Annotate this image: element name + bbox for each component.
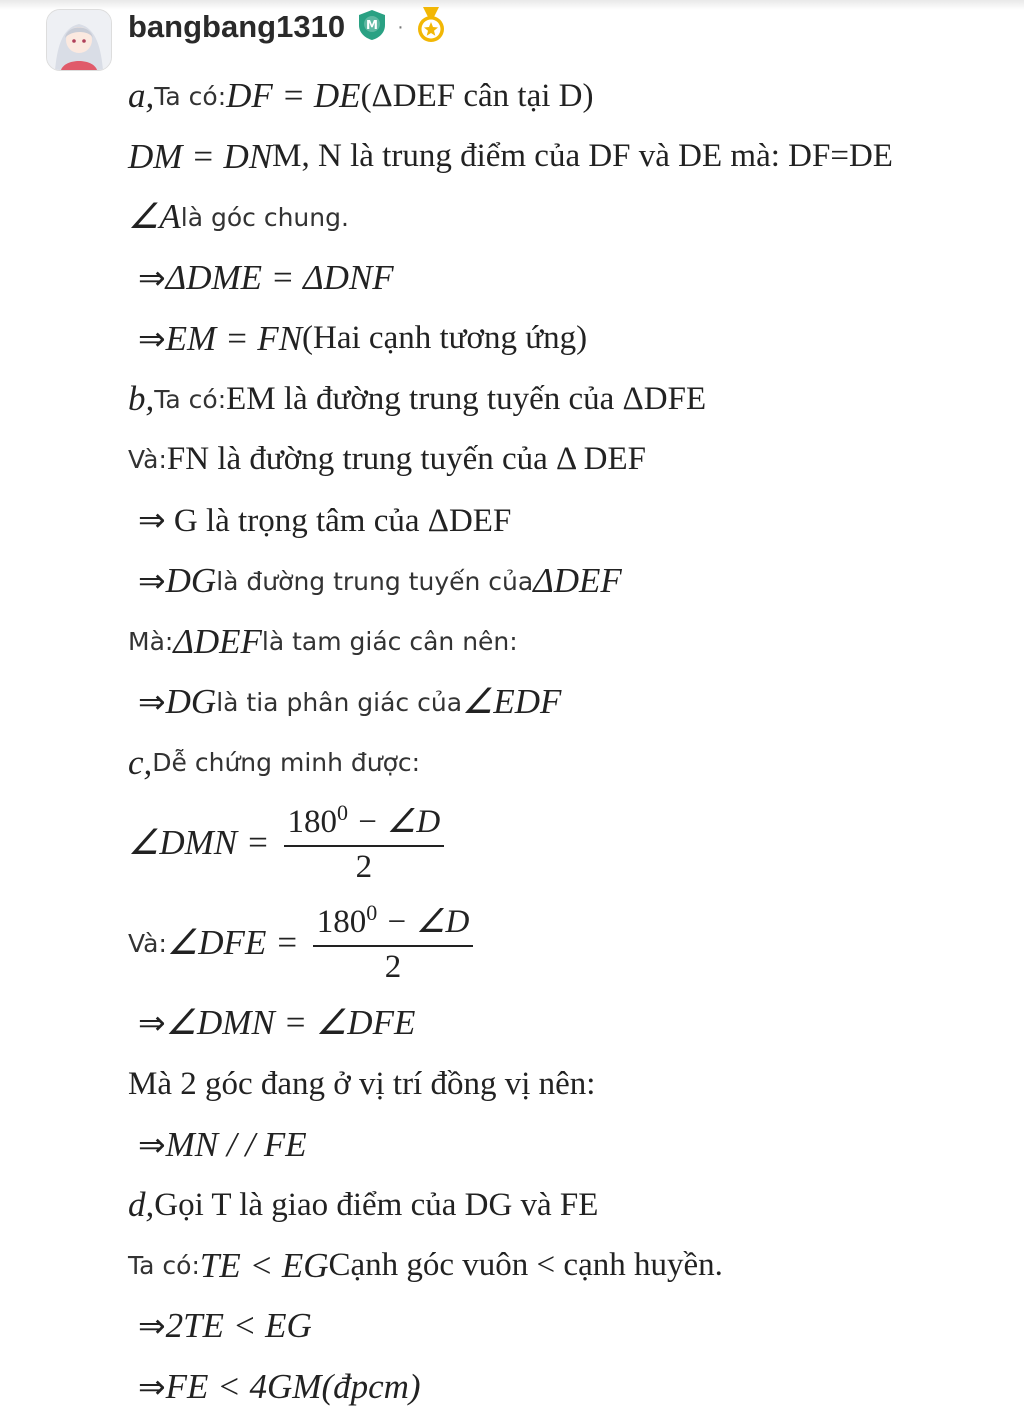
text-segment: Ta có: <box>154 384 227 414</box>
math-expression: DG <box>165 561 217 601</box>
answer-line <box>128 1357 1024 1417</box>
math-expression: DF = DE <box>226 76 361 116</box>
math-expression: c, <box>128 742 153 782</box>
math-expression: ∠DMN = ∠DFE <box>165 1003 416 1043</box>
math-expression: EM = FN <box>165 318 303 358</box>
math-expression: 2TE < EG <box>165 1306 312 1346</box>
math-expression: b, <box>128 379 155 419</box>
math-expression: DM = DN <box>128 136 273 176</box>
text-segment: ⇒ <box>138 261 166 298</box>
math-expression: ∠DMN = <box>128 823 270 863</box>
text-segment: ⇒ <box>138 685 166 722</box>
answer-content <box>128 66 1024 1417</box>
answer-line <box>128 733 1024 794</box>
text-segment: là góc chung. <box>180 202 349 232</box>
answer-line <box>128 66 1024 127</box>
fraction-denominator: 2 <box>355 849 373 886</box>
text-segment: Gọi T là giao điểm của DG và FE <box>154 1186 599 1223</box>
answer-line <box>128 308 1024 369</box>
answer-line <box>128 490 1024 551</box>
medal-icon <box>414 5 448 50</box>
text-segment: Và: <box>128 445 167 475</box>
text-segment: là tam giác cân nên: <box>261 627 518 657</box>
text-segment: M, N là trung điểm của DF và DE mà: DF=DE <box>272 138 893 175</box>
text-segment: Mà 2 góc đang ở vị trí đồng vị nên: <box>128 1065 596 1102</box>
text-segment: (Hai cạnh tương ứng) <box>302 320 588 357</box>
text-segment: ⇒ <box>138 1006 166 1043</box>
fraction <box>313 900 474 986</box>
text-segment: Cạnh góc vuôn < cạnh huyền. <box>328 1247 723 1284</box>
math-expression: MN / / FE <box>165 1124 307 1164</box>
moderator-shield-icon <box>357 9 387 46</box>
fraction-numerator: $180^0$ − ∠D <box>284 800 445 847</box>
math-expression: ΔDME = ΔDNF <box>165 258 394 298</box>
text-segment: ⇒ <box>138 1369 166 1406</box>
text-segment: ⇒ G là trọng tâm của ΔDEF <box>138 503 512 540</box>
math-expression: ΔDEF <box>173 621 262 661</box>
math-expression: TE < EG <box>199 1245 329 1285</box>
fraction-denominator: 2 <box>384 949 402 986</box>
text-segment: là tia phân giác của <box>216 687 463 717</box>
text-segment: EM là đường trung tuyến của ΔDFE <box>226 380 707 417</box>
username[interactable]: bangbang1310 <box>128 9 346 44</box>
text-segment: Và: <box>128 928 167 958</box>
answer-line <box>128 1054 1024 1115</box>
text-segment: (ΔDEF cân tại D) <box>360 77 594 114</box>
comment-header <box>128 6 448 48</box>
math-expression: a, <box>128 76 155 116</box>
text-segment: ⇒ <box>138 321 166 358</box>
math-expression: ∠EDF <box>462 682 562 722</box>
answer-line <box>128 993 1024 1054</box>
answer-line <box>128 1175 1024 1236</box>
answer-line <box>128 127 1024 188</box>
fraction <box>284 800 445 886</box>
separator-dot: · <box>397 15 404 38</box>
answer-line <box>128 430 1024 491</box>
math-expression: ∠A <box>128 197 181 237</box>
answer-line <box>128 672 1024 733</box>
svg-text:M: M <box>366 17 379 32</box>
math-expression: ΔDEF <box>533 561 622 601</box>
fraction-numerator: $180^0$ − ∠D <box>313 900 474 947</box>
text-segment: Ta có: <box>128 1251 200 1281</box>
text-segment: Dễ chứng minh được: <box>152 748 421 778</box>
answer-line <box>128 551 1024 612</box>
answer-line <box>128 1236 1024 1297</box>
text-segment: Ta có: <box>154 81 227 111</box>
answer-line <box>128 369 1024 430</box>
text-segment: Mà: <box>128 627 174 657</box>
answer-line <box>128 187 1024 248</box>
text-segment: ⇒ <box>138 1127 166 1164</box>
avatar[interactable] <box>46 9 112 71</box>
text-segment: FN là đường trung tuyến của Δ DEF <box>166 441 647 478</box>
answer-line <box>128 793 1024 893</box>
math-expression: ∠DFE = <box>166 923 299 963</box>
text-segment: ⇒ <box>138 564 166 601</box>
answer-line <box>128 611 1024 672</box>
text-segment: là đường trung tuyến của <box>216 566 534 596</box>
answer-line <box>128 893 1024 993</box>
math-expression: FE < 4GM(đpcm) <box>165 1366 421 1406</box>
answer-line <box>128 248 1024 309</box>
math-expression: d, <box>128 1185 155 1225</box>
math-expression: DG <box>165 682 217 722</box>
answer-line <box>128 1114 1024 1175</box>
answer-line <box>128 1296 1024 1357</box>
text-segment: ⇒ <box>138 1309 166 1346</box>
